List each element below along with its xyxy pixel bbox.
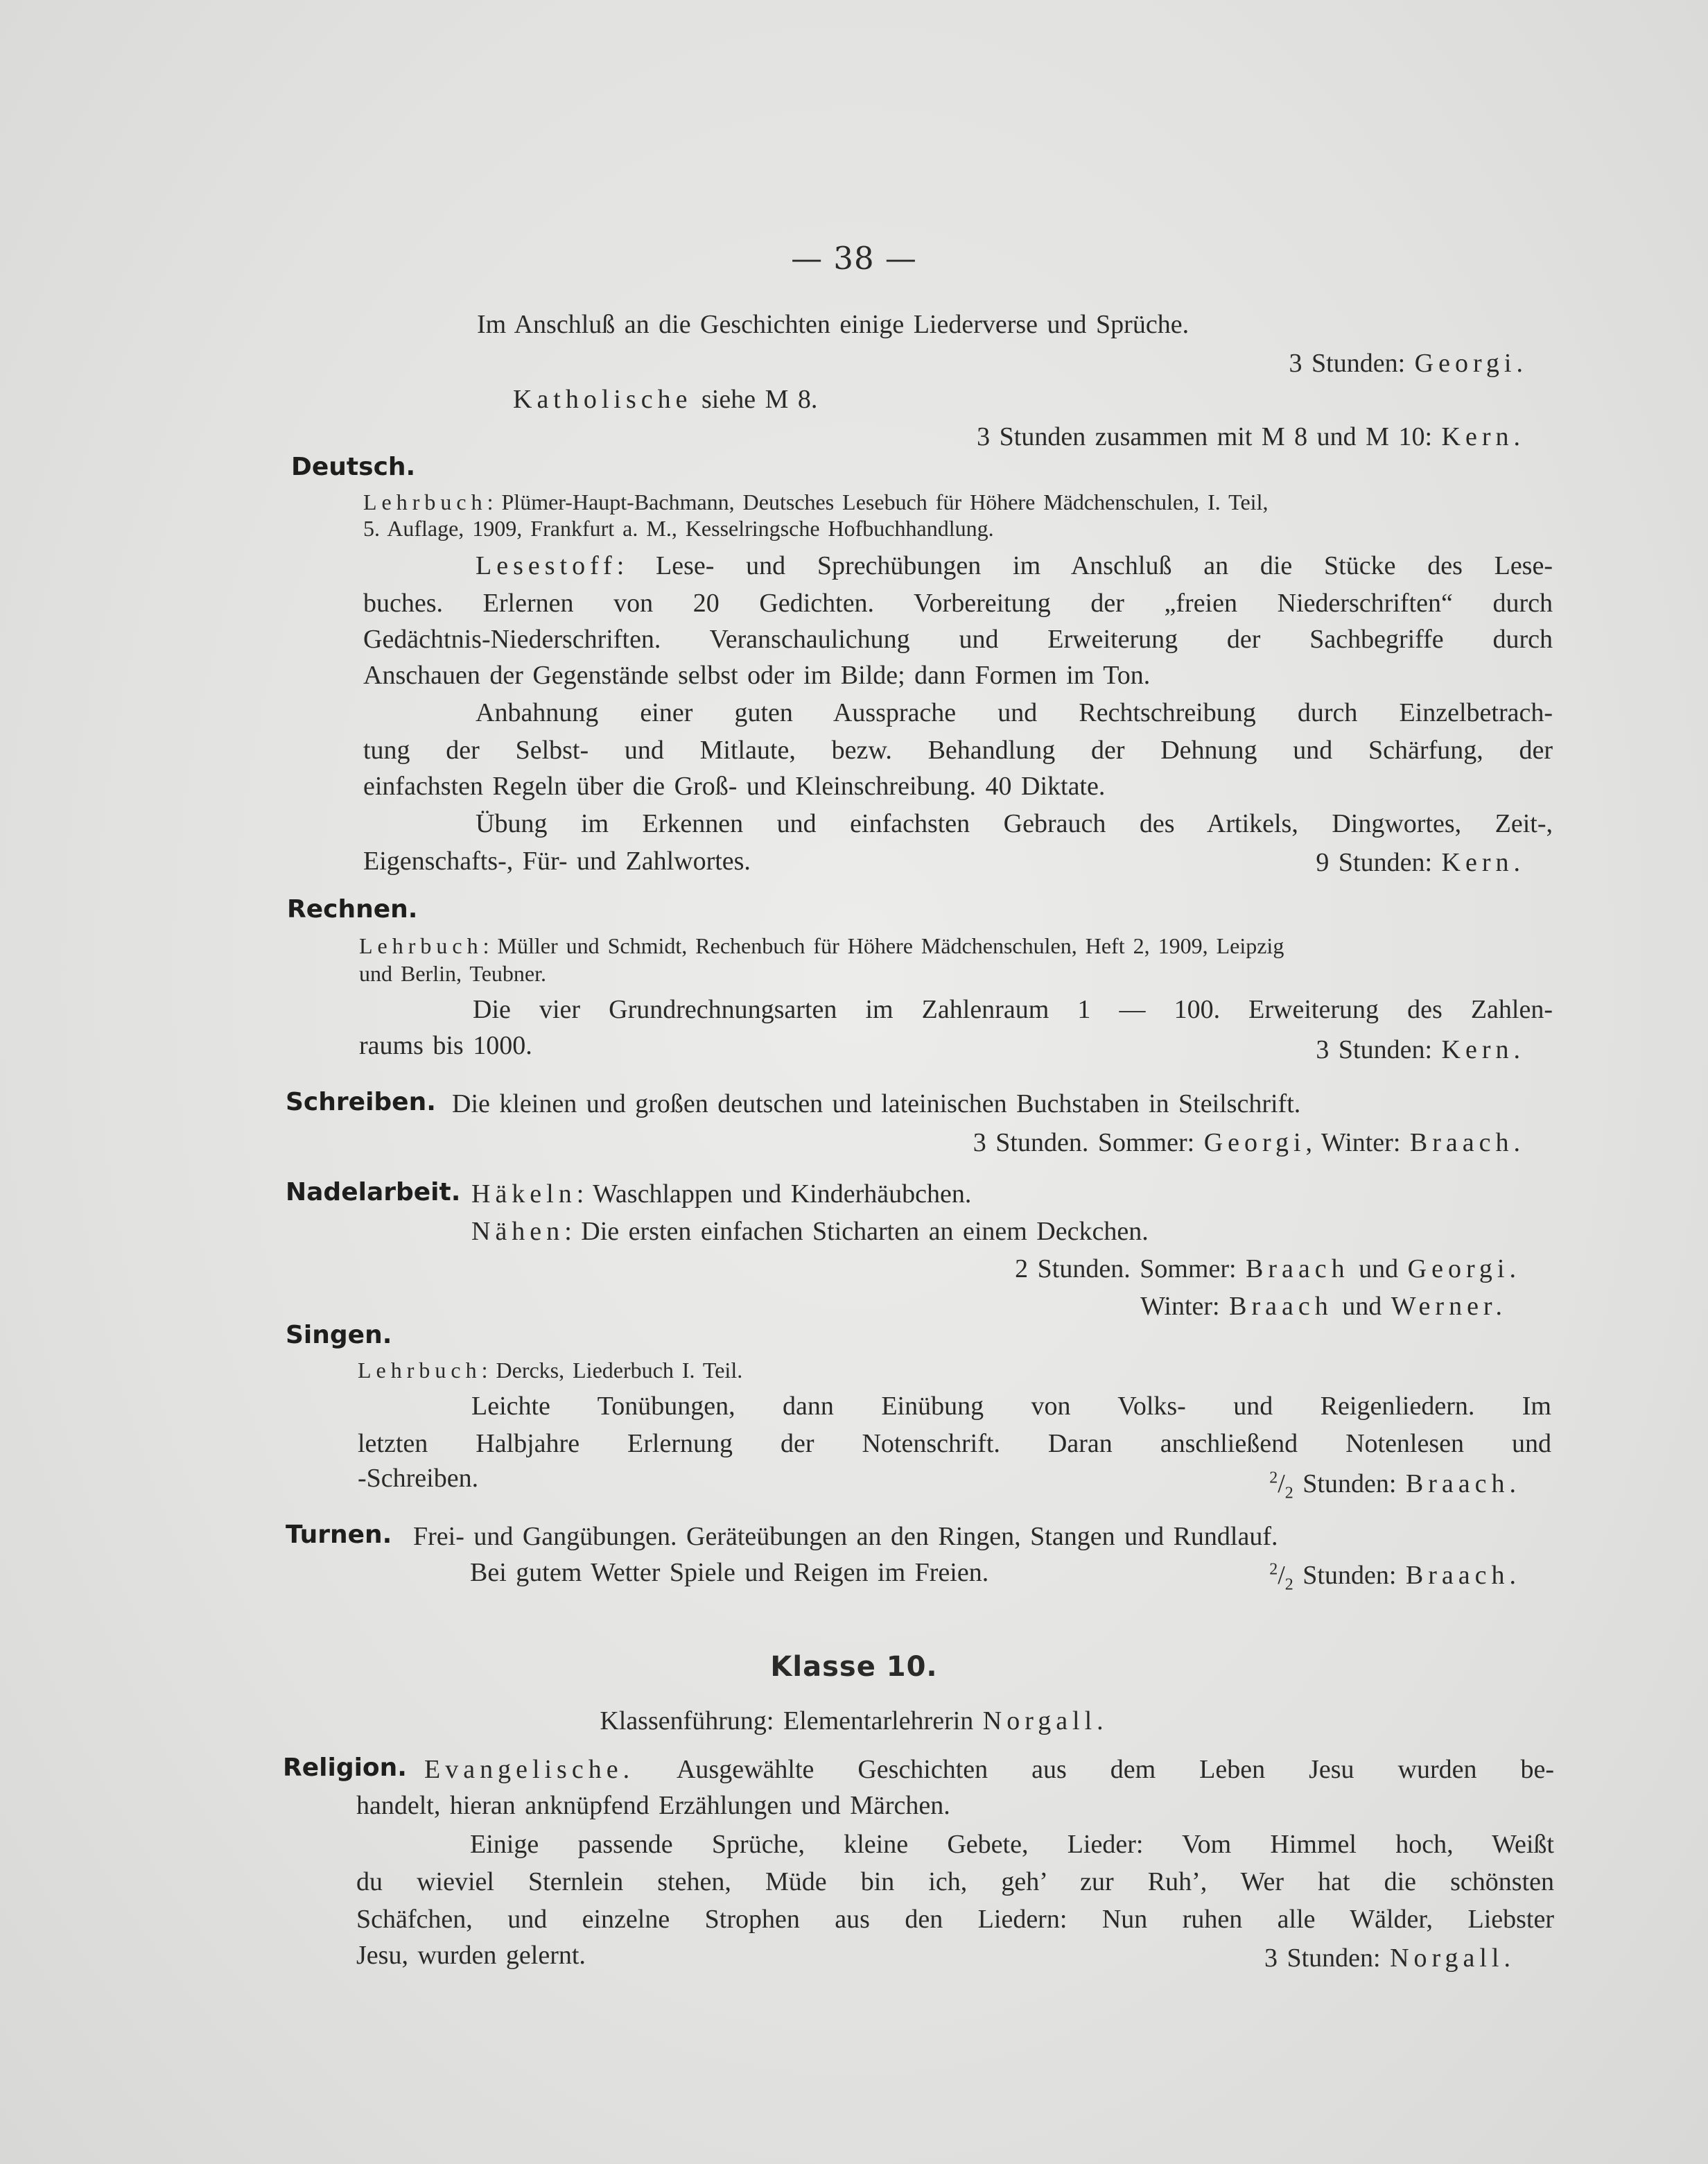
turnen-text-2: Bei gutem Wetter Spiele und Reigen im Freien.: [470, 1558, 989, 1587]
religion-text-6: Jesu, wurden gelernt.: [356, 1941, 586, 1970]
hours-text: Stunden:: [1293, 1469, 1406, 1498]
fraction-denominator: 2: [1284, 1575, 1293, 1594]
deutsch-lehrbuch-1: [363, 488, 1268, 516]
deutsch-uebung-1: Übung im Erkennen und einfachsten Gebrauch des Artikels, Dingwortes, Zeit-,: [476, 809, 1553, 838]
schreiben-text: Die kleinen und großen deutschen und lateinischen Buchstaben in Steilschrift.: [452, 1089, 1301, 1118]
singen-hours: $^2/_2$ Stunden: Braach.: [1269, 1469, 1521, 1503]
rechnen-lehrbuch-2: und Berlin, Teubner.: [359, 961, 547, 986]
evangelische-label: Evangelische.: [424, 1755, 635, 1784]
lehrbuch-text: : Dercks, Liederbuch I. Teil.: [481, 1358, 743, 1383]
heading-schreiben: Schreiben.: [286, 1088, 436, 1116]
teacher-name: Norgall.: [982, 1706, 1108, 1735]
rechnen-text-2: raums bis 1000.: [359, 1031, 532, 1060]
nadelarbeit-haekeln: [471, 1177, 971, 1211]
teacher-name: Kern.: [1441, 422, 1525, 451]
nadelarbeit-hours-winter: [1140, 1290, 1507, 1323]
teacher-name: Werner.: [1391, 1292, 1507, 1321]
rechnen-lehrbuch-1: [359, 932, 1284, 960]
hours-text: 3 Stunden. Sommer:: [973, 1128, 1204, 1157]
deutsch-uebung-2: Eigenschafts-, Für- und Zahlwortes.: [363, 847, 751, 876]
deutsch-lesestoff-4: Anschauen der Gegenstände selbst oder im Bilde; dann Formen im Ton.: [363, 661, 1151, 690]
teacher-name: Braach: [1246, 1254, 1350, 1283]
schreiben-hours: [973, 1126, 1525, 1159]
religion-hours: [1264, 1941, 1515, 1975]
religion-cont-hours-2: [977, 420, 1525, 453]
teacher-name: Braach.: [1405, 1469, 1521, 1498]
heading-deutsch: Deutsch.: [291, 453, 416, 481]
naehen-label: Nähen: [471, 1217, 565, 1246]
religion-text-1: [424, 1753, 1554, 1786]
singen-lehrbuch: [358, 1356, 742, 1384]
haekeln-text: : Waschlappen und Kinderhäubchen.: [576, 1179, 972, 1209]
lesestoff-text: : Lese- und Sprechübungen im Anschluß an die Stücke des Lese-: [616, 551, 1553, 580]
nadelarbeit-naehen: [471, 1215, 1149, 1248]
singen-text-1: Leichte Tonübungen, dann Einübung von Volks- und Reigenliedern. Im: [471, 1392, 1551, 1421]
hours-text: 3 Stunden zusammen mit M 8 und M 10:: [977, 422, 1442, 451]
teacher-name: Braach.: [1405, 1561, 1521, 1590]
und-text: und: [1332, 1292, 1391, 1321]
katholische-text: siehe M 8.: [692, 385, 818, 414]
winter-text: , Winter:: [1305, 1128, 1410, 1157]
deutsch-lesestoff-3: Gedächtnis-Niederschriften. Veranschaulichung und Erweiterung der Sachbegriffe durch: [363, 625, 1553, 654]
fuehrung-text: Klassenführung: Elementarlehrerin: [600, 1706, 983, 1735]
hours-text: 9 Stunden:: [1316, 848, 1442, 877]
katholische-line: [513, 383, 817, 416]
religion-text-2: handelt, hieran anknüpfend Erzählungen und Märchen.: [356, 1791, 950, 1820]
religion-cont-line: Im Anschluß an die Geschichten einige Liederverse und Sprüche.: [477, 310, 1190, 339]
rechnen-text-1: Die vier Grundrechnungsarten im Zahlenraum 1 — 100. Erweiterung des Zahlen-: [473, 995, 1553, 1024]
deutsch-lehrbuch-2: 5. Auflage, 1909, Frankfurt a. M., Kesselringsche Hofbuchhandlung.: [363, 516, 994, 541]
heading-nadelarbeit: Nadelarbeit.: [286, 1178, 461, 1206]
nadelarbeit-hours-summer: [1015, 1252, 1521, 1286]
teacher-summer: Georgi: [1203, 1128, 1306, 1157]
singen-text-3: -Schreiben.: [358, 1464, 479, 1493]
deutsch-hours: [1316, 846, 1525, 879]
lehrbuch-label: Lehrbuch: [359, 933, 483, 958]
teacher-name: Kern.: [1441, 848, 1525, 877]
hours-text: 3 Stunden:: [1264, 1944, 1391, 1973]
religion-text-3: Einige passende Sprüche, kleine Gebete, Lieder: Vom Himmel hoch, Weißt: [470, 1830, 1554, 1859]
hours-text: Stunden:: [1293, 1561, 1406, 1590]
lehrbuch-label: Lehrbuch: [363, 490, 487, 514]
deutsch-anbahnung-3: einfachsten Regeln über die Groß- und Kleinschreibung. 40 Diktate.: [363, 772, 1106, 801]
teacher-name: Norgall.: [1390, 1944, 1515, 1973]
religion-text-4: du wieviel Sternlein stehen, Müde bin ich, geh’ zur Ruh’, Wer hat die schönsten: [356, 1867, 1554, 1896]
heading-religion: Religion.: [283, 1754, 407, 1782]
haekeln-label: Häkeln: [471, 1179, 577, 1209]
religion-cont-hours: [1289, 347, 1528, 380]
deutsch-anbahnung-1: Anbahnung einer guten Aussprache und Rechtschreibung durch Einzelbetrach-: [476, 698, 1553, 727]
deutsch-lesestoff-1: [476, 549, 1553, 582]
teacher-name: Georgi.: [1407, 1254, 1521, 1283]
teacher-name: Braach: [1229, 1292, 1333, 1321]
deutsch-anbahnung-2: tung der Selbst- und Mitlaute, bezw. Behandlung der Dehnung und Schärfung, der: [363, 736, 1553, 765]
lehrbuch-label: Lehrbuch: [358, 1358, 482, 1383]
klassenfuehrung: [0, 1704, 1708, 1738]
page-number: — 38 —: [791, 240, 917, 277]
singen-text-2: letzten Halbjahre Erlernung der Notenschrift. Daran anschließend Notenlesen und: [358, 1429, 1551, 1458]
katholische-label: Katholische: [513, 385, 692, 414]
hours-text: 3 Stunden:: [1316, 1035, 1442, 1064]
fraction-numerator: 2: [1269, 1469, 1278, 1487]
fraction-denominator: 2: [1284, 1484, 1293, 1503]
heading-turnen: Turnen.: [286, 1521, 392, 1549]
teacher-name: Georgi.: [1414, 349, 1528, 378]
religion-text: Ausgewählte Geschichten aus dem Leben Jesu wurden be-: [634, 1755, 1554, 1784]
heading-rechnen: Rechnen.: [287, 895, 418, 924]
lehrbuch-text: : Müller und Schmidt, Rechenbuch für Höhere Mädchenschulen, Heft 2, 1909, Leipzig: [482, 933, 1284, 958]
turnen-hours: $^2/_2$ Stunden: Braach.: [1269, 1560, 1521, 1594]
lesestoff-label: Lesestoff: [476, 551, 617, 580]
religion-text-5: Schäfchen, und einzelne Strophen aus den Liedern: Nun ruhen alle Wälder, Liebster: [356, 1905, 1554, 1934]
lehrbuch-text: : Plümer-Haupt-Bachmann, Deutsches Lesebuch für Höhere Mädchenschulen, I. Teil,: [487, 490, 1269, 514]
teacher-winter: Braach.: [1409, 1128, 1525, 1157]
fraction-numerator: 2: [1269, 1560, 1278, 1579]
deutsch-lesestoff-2: buches. Erlernen von 20 Gedichten. Vorbereitung der „freien Niederschriften“ durch: [363, 589, 1553, 618]
hours-text: 2 Stunden. Sommer:: [1015, 1254, 1246, 1283]
und-text: und: [1349, 1254, 1408, 1283]
turnen-text-1: Frei- und Gangübungen. Geräteübungen an den Ringen, Stangen und Rundlauf.: [413, 1522, 1278, 1551]
hours-text: 3 Stunden:: [1289, 349, 1415, 378]
teacher-name: Kern.: [1441, 1035, 1525, 1064]
winter-text: Winter:: [1140, 1292, 1230, 1321]
heading-klasse-10: Klasse 10.: [770, 1651, 938, 1683]
heading-singen: Singen.: [286, 1321, 392, 1349]
rechnen-hours: [1316, 1033, 1525, 1066]
naehen-text: : Die ersten einfachen Sticharten an einem Deckchen.: [564, 1217, 1149, 1246]
